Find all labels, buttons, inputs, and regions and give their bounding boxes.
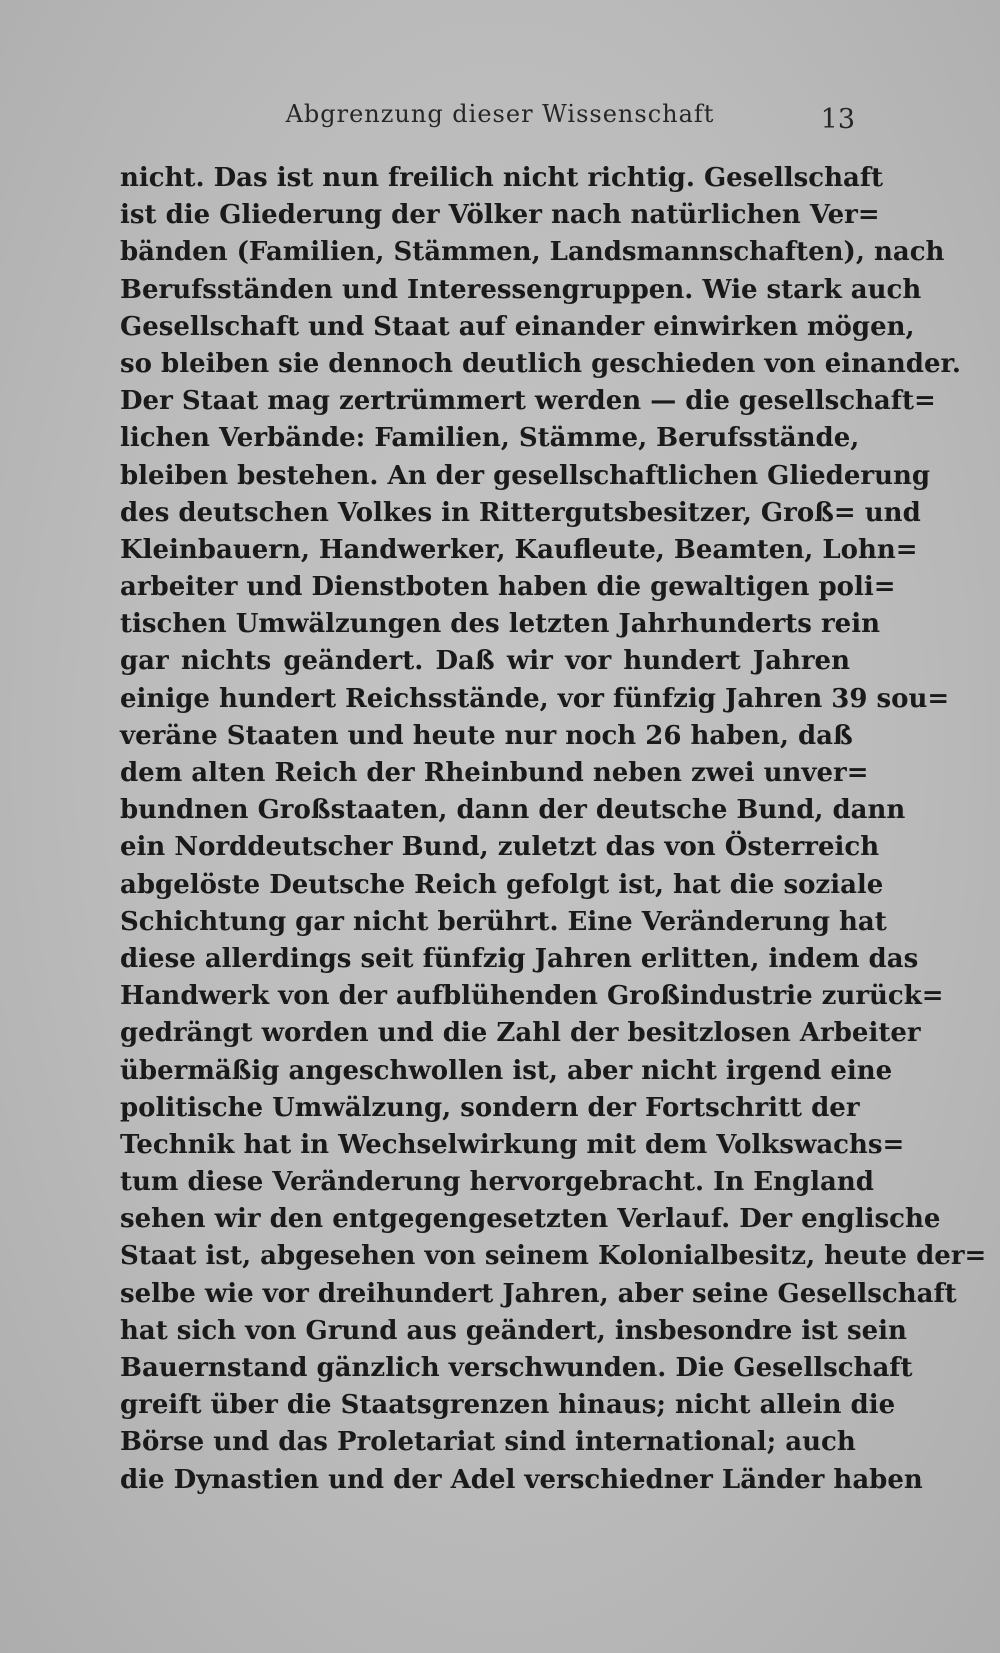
body-text — [120, 160, 987, 1499]
text-line: diese allerdings seit fünfzig Jahren erlitten, indem das — [120, 943, 919, 974]
text-line: bänden (Familien, Stämmen, Landsmannschaften), nach — [120, 237, 945, 268]
text-line: übermäßig angeschwollen ist, aber nicht irgend eine — [120, 1055, 893, 1086]
text-line: Technik hat in Wechselwirkung mit dem Volkswachs= — [120, 1129, 905, 1160]
text-line: bundnen Großstaaten, dann der deutsche Bund, dann — [120, 795, 906, 826]
text-line: sehen wir den entgegengesetzten Verlauf. Der englische — [120, 1204, 941, 1235]
text-line: nicht. Das ist nun freilich nicht richtig. Gesellschaft — [120, 163, 884, 193]
text-line: bleiben bestehen. An der gesellschaftlichen Gliederung — [120, 460, 931, 491]
text-line: Handwerk von der aufblühenden Großindustrie zurück= — [120, 981, 944, 1012]
text-line: politische Umwälzung, sondern der Fortschritt der — [120, 1092, 860, 1123]
text-line: Börse und das Proletariat sind international; auch — [120, 1427, 856, 1458]
text-line: Kleinbauern, Handwerker, Kaufleute, Beamten, Lohn= — [120, 534, 918, 565]
running-head-title: Abgrenzung dieser Wissenschaft — [285, 100, 715, 128]
text-line: gedrängt worden und die Zahl der besitzlosen Arbeiter — [120, 1018, 921, 1049]
text-line: greift über die Staatsgrenzen hinaus; nicht allein die — [120, 1390, 896, 1421]
text-line: abgelöste Deutsche Reich gefolgt ist, hat die soziale — [120, 869, 884, 900]
text-line: einige hundert Reichsstände, vor fünfzig Jahren 39 sou= — [120, 683, 950, 714]
running-head — [0, 96, 1000, 136]
text-line: so bleiben sie dennoch deutlich geschieden von einander. — [120, 348, 961, 379]
text-line: die Dynastien und der Adel verschiedner Länder haben — [120, 1464, 923, 1495]
text-line: ist die Gliederung der Völker nach natürlichen Ver= — [120, 200, 880, 231]
text-line: tum diese Veränderung hervorgebracht. In England — [120, 1167, 874, 1198]
text-line: tischen Umwälzungen des letzten Jahrhunderts rein — [120, 609, 881, 640]
text-line: gar nichts geändert. Daß wir vor hundert Jahren — [120, 646, 850, 677]
text-line: dem alten Reich der Rheinbund neben zwei unver= — [120, 758, 869, 788]
text-line: lichen Verbände: Familien, Stämme, Berufsstände, — [120, 423, 860, 454]
text-line: Staat ist, abgesehen von seinem Kolonialbesitz, heute der= — [120, 1241, 987, 1272]
text-line: arbeiter und Dienstboten haben die gewaltigen poli= — [120, 572, 896, 603]
text-line: veräne Staaten und heute nur noch 26 haben, daß — [120, 720, 853, 751]
text-line: ein Norddeutscher Bund, zuletzt das von Österreich — [120, 832, 880, 863]
text-line: Der Staat mag zertrümmert werden — die gesellschaft= — [120, 386, 936, 417]
page-number: 13 — [820, 104, 855, 135]
text-line: Berufsständen und Interessengruppen. Wie stark auch — [120, 274, 922, 305]
text-line: des deutschen Volkes in Rittergutsbesitzer, Groß= und — [120, 497, 921, 528]
text-line: selbe wie vor dreihundert Jahren, aber seine Gesellschaft — [120, 1278, 957, 1309]
text-line: Bauernstand gänzlich verschwunden. Die Gesellschaft — [120, 1353, 913, 1383]
text-line: hat sich von Grund aus geändert, insbesondre ist sein — [120, 1315, 907, 1346]
text-line: Schichtung gar nicht berührt. Eine Veränderung hat — [120, 906, 887, 937]
text-line: Gesellschaft und Staat auf einander einwirken mögen, — [120, 311, 915, 342]
